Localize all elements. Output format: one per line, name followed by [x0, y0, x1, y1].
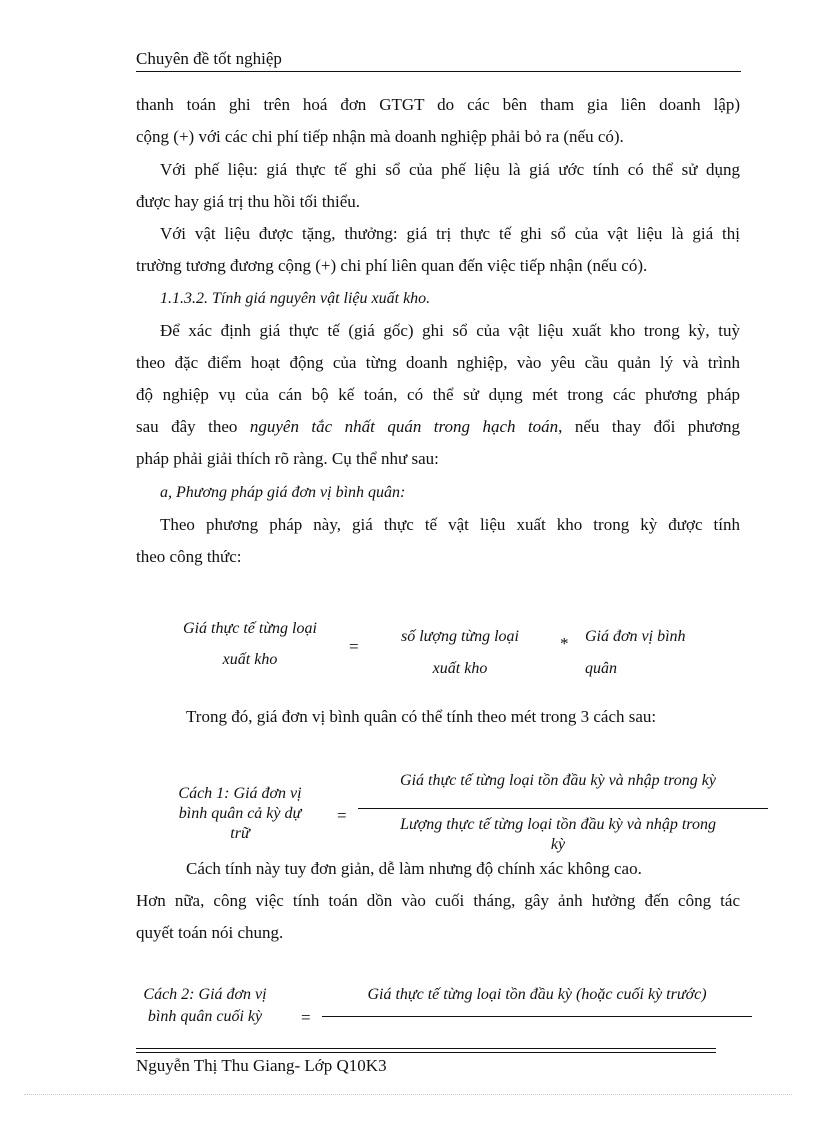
text-line: pháp phải giải thích rõ ràng. Cụ thể như sau:	[136, 449, 439, 468]
text-line: theo đặc điểm hoạt động của từng doanh nghiệp, vào yêu cầu quản lý và trình	[136, 353, 740, 372]
section-heading: 1.1.3.2. Tính giá nguyên vật liệu xuất kho.	[160, 290, 431, 307]
text-line: Để xác định giá thực tế (giá gốc) ghi sổ của vật liệu xuất kho trong kỳ, tuỳ	[160, 321, 740, 340]
text-line: cộng (+) với các chi phí tiếp nhận mà doanh nghiệp phải bỏ ra (nếu có).	[136, 127, 624, 146]
fraction-numerator: Giá thực tế từng loại tồn đầu kỳ (hoặc cuối kỳ trước)	[367, 986, 707, 1003]
paragraph-three-ways: Trong đó, giá đơn vị bình quân có thể tính theo mét trong 3 cách sau:	[186, 707, 657, 726]
subsection-heading: a, Phương pháp giá đơn vị bình quân:	[160, 484, 406, 501]
footer-divider	[136, 1048, 716, 1049]
formula-lhs-line: bình quân cả kỳ dự	[178, 805, 302, 822]
text-line: Cách tính này tuy đơn giản, dễ làm nhưng độ chính xác không cao.	[186, 859, 642, 878]
formula-lhs-line: xuất kho	[222, 651, 278, 668]
text-line: độ nghiệp vụ của cán bộ kế toán, có thể sử dụng mét trong các phương pháp	[136, 385, 740, 404]
text-line: Theo phương pháp này, giá thực tế vật liệu xuất kho trong kỳ được tính	[160, 515, 740, 534]
paragraph-method-intro	[136, 509, 740, 573]
text-line: Với phế liệu: giá thực tế ghi sổ của phế liệu là giá ước tính có thể sử dụng	[160, 160, 740, 179]
footer-author: Nguyễn Thị Thu Giang- Lớp Q10K3	[136, 1056, 387, 1075]
equals-sign: =	[301, 1008, 311, 1027]
text-line: sau đây theo nguyên tắc nhất quán trong hạch toán, nếu thay đổi phương	[136, 417, 740, 436]
text-line: trường tương đương cộng (+) chi phí liên quan đến việc tiếp nhận (nếu có).	[136, 256, 648, 275]
emphasis-consistency-principle: nguyên tắc nhất quán trong hạch toán	[249, 417, 559, 436]
text-line: Hơn nữa, công việc tính toán dồn vào cuối tháng, gây ảnh hưởng đến công tác	[136, 891, 740, 910]
text-line: quyết toán nói chung.	[136, 923, 284, 942]
equals-sign: =	[337, 806, 347, 825]
formula-lhs-line: Cách 1: Giá đơn vị	[178, 785, 302, 802]
equals-sign: =	[349, 637, 359, 656]
page-header-title: Chuyên đề tốt nghiệp	[136, 49, 282, 68]
text-line: được hay giá trị thu hồi tối thiểu.	[136, 192, 361, 211]
paragraph-scrap	[136, 154, 740, 218]
fraction-denominator: kỳ	[550, 836, 566, 853]
fraction-bar	[358, 808, 768, 809]
formula-term-line: quân	[585, 660, 617, 677]
formula-term-line: Giá đơn vị bình	[585, 628, 686, 645]
fraction-bar	[322, 1016, 752, 1017]
formula-lhs-line: Giá thực tế từng loại	[183, 620, 317, 637]
formula-lhs-line: bình quân cuối kỳ	[147, 1008, 263, 1025]
text-line: Với vật liệu được tặng, thưởng: giá trị thực tế ghi sổ của vật liệu là giá thị	[160, 224, 740, 243]
page-bottom-border	[24, 1094, 792, 1095]
formula-lhs-line: trữ	[230, 825, 250, 842]
formula-term-line: số lượng từng loại	[401, 628, 519, 645]
formula-term-line: xuất kho	[432, 660, 488, 677]
paragraph-continuation	[136, 89, 740, 153]
multiply-sign: *	[560, 634, 569, 653]
fraction-numerator: Giá thực tế từng loại tồn đầu kỳ và nhập trong kỳ	[400, 772, 716, 789]
text-line: theo công thức:	[136, 547, 242, 566]
text-line: thanh toán ghi trên hoá đơn GTGT do các bên tham gia liên doanh lập)	[136, 95, 740, 114]
formula-lhs-line: Cách 2: Giá đơn vị	[143, 986, 267, 1003]
paragraph-method-1-note	[136, 853, 740, 949]
header-divider	[136, 71, 741, 72]
footer-divider	[136, 1052, 716, 1053]
paragraph-gifted-materials	[136, 218, 740, 282]
fraction-denominator: Lượng thực tế từng loại tồn đầu kỳ và nhập trong	[400, 816, 716, 833]
paragraph-issue-pricing	[136, 315, 740, 475]
